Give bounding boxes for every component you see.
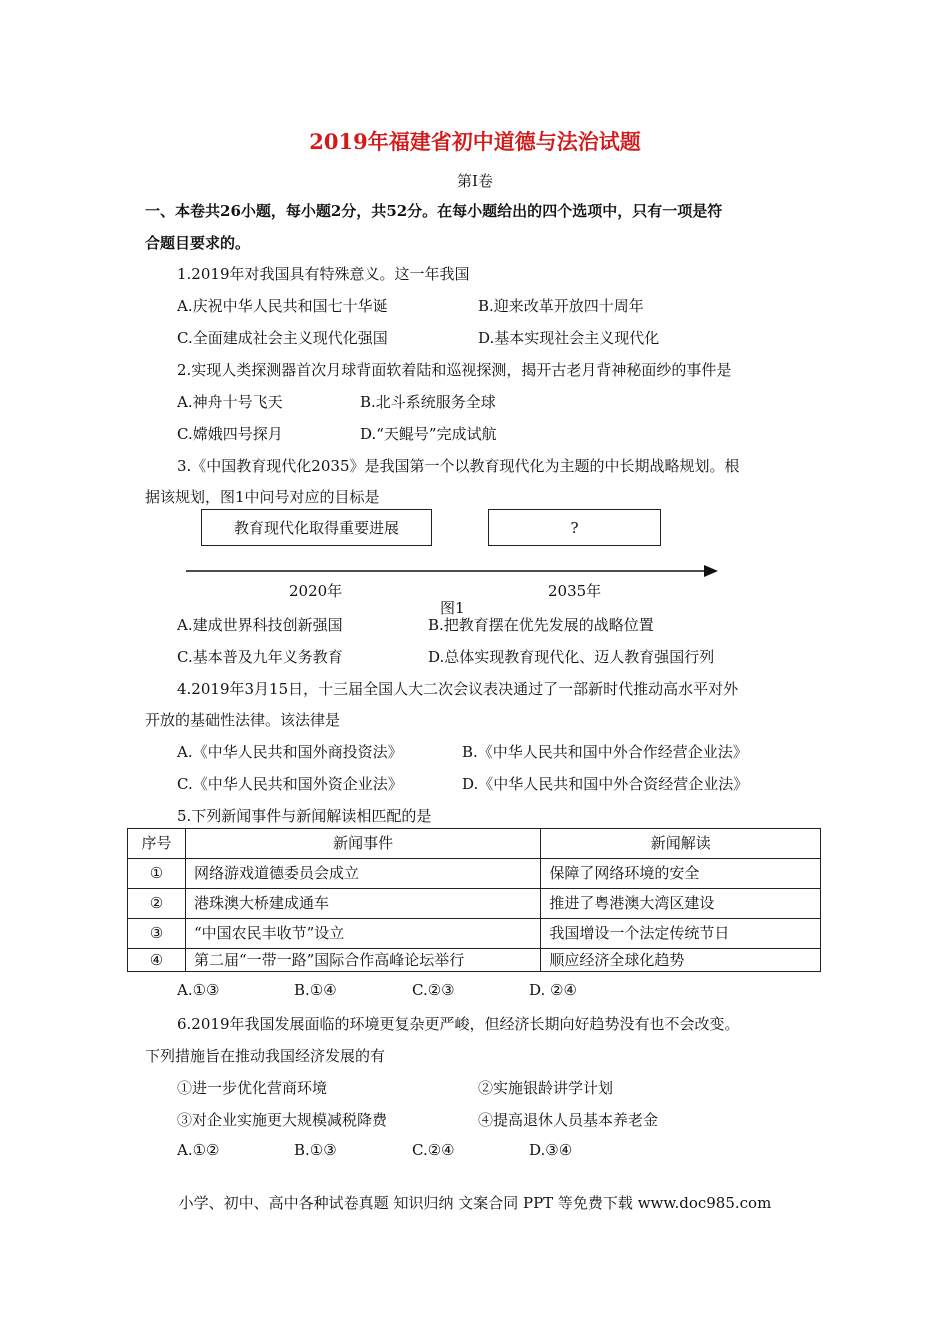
section-instruction-line2: 合题目要求的。 bbox=[145, 234, 251, 252]
q6-option-d: D.③④ bbox=[529, 1141, 573, 1159]
q3-option-a: A.建成世界科技创新强国 bbox=[177, 616, 343, 634]
section-instruction-line1: 一、本卷共26小题，每小题2分，共52分。在每小题给出的四个选项中，只有一项是符 bbox=[145, 202, 723, 220]
volume-label: 第Ⅰ卷 bbox=[457, 172, 493, 190]
q6-statement-2: ②实施银龄讲学计划 bbox=[478, 1079, 614, 1097]
q4-stem-line2: 开放的基础性法律。该法律是 bbox=[145, 711, 341, 729]
q6-option-c: C.②④ bbox=[412, 1141, 455, 1159]
q4-option-a: A.《中华人民共和国外商投资法》 bbox=[177, 743, 403, 761]
table-cell: 港珠澳大桥建成通车 bbox=[185, 889, 540, 919]
table-cell: 我国增设一个法定传统节日 bbox=[541, 919, 821, 949]
q3-option-c: C.基本普及九年义务教育 bbox=[177, 648, 343, 666]
table-cell: 推进了粤港澳大湾区建设 bbox=[541, 889, 821, 919]
table-row bbox=[128, 919, 821, 949]
q4-option-c: C.《中华人民共和国外资企业法》 bbox=[177, 775, 403, 793]
q5-stem: 5.下列新闻事件与新闻解读相匹配的是 bbox=[177, 807, 432, 825]
q5-option-b: B.①④ bbox=[294, 981, 337, 999]
q6-statement-4: ④提高退休人员基本养老金 bbox=[478, 1111, 659, 1129]
figure-year-2020: 2020年 bbox=[289, 582, 343, 600]
footer-download-note: 小学、初中、高中各种试卷真题 知识归纳 文案合同 PPT 等免费下载 www.doc985.com bbox=[178, 1194, 772, 1212]
news-table bbox=[127, 828, 821, 972]
q6-option-b: B.①③ bbox=[294, 1141, 337, 1159]
figure-box-2035-goal: ? bbox=[488, 509, 661, 546]
q6-option-a: A.①② bbox=[177, 1141, 220, 1159]
header-cell: 序号 bbox=[128, 829, 186, 859]
q2-option-c: C.嫦娥四号探月 bbox=[177, 425, 283, 443]
q3-option-d: D.总体实现教育现代化、迈人教育强国行列 bbox=[428, 648, 715, 666]
q6-stem-line2: 下列措施旨在推动我国经济发展的有 bbox=[145, 1047, 386, 1065]
q6-statement-3: ③对企业实施更大规模减税降费 bbox=[177, 1111, 388, 1129]
page-title: 2019年福建省初中道德与法治试题 bbox=[309, 129, 641, 154]
q3-stem-line1: 3.《中国教育现代化2035》是我国第一个以教育现代化为主题的中长期战略规划。根 bbox=[177, 457, 740, 475]
table-cell: ④ bbox=[128, 949, 186, 972]
header-cell: 新闻事件 bbox=[185, 829, 540, 859]
q6-statement-1: ①进一步优化营商环境 bbox=[177, 1079, 328, 1097]
q6-stem-line1: 6.2019年我国发展面临的环境更复杂更严峻，但经济长期向好趋势没有也不会改变。 bbox=[177, 1015, 740, 1033]
q3-option-b: B.把教育摆在优先发展的战略位置 bbox=[428, 616, 654, 634]
q1-option-a: A.庆祝中华人民共和国七十华诞 bbox=[177, 297, 388, 315]
q5-option-a: A.①③ bbox=[177, 981, 220, 999]
q1-option-b: B.迎来改革开放四十周年 bbox=[478, 297, 644, 315]
table-header-row bbox=[128, 829, 821, 859]
table-cell: ③ bbox=[128, 919, 186, 949]
q5-option-c: C.②③ bbox=[412, 981, 455, 999]
header-cell: 新闻解读 bbox=[541, 829, 821, 859]
q2-option-d: D.“天鲲号”完成试航 bbox=[360, 425, 497, 443]
table-cell: 网络游戏道德委员会成立 bbox=[185, 859, 540, 889]
q4-stem-line1: 4.2019年3月15日，十三届全国人大二次会议表决通过了一部新时代推动高水平对外 bbox=[177, 680, 739, 698]
table-cell: ② bbox=[128, 889, 186, 919]
q1-option-d: D.基本实现社会主义现代化 bbox=[478, 329, 660, 347]
table-cell: 第二届“一带一路”国际合作高峰论坛举行 bbox=[185, 949, 540, 972]
figure-caption: 图1 bbox=[440, 599, 465, 617]
q2-option-a: A.神舟十号飞天 bbox=[177, 393, 283, 411]
table-cell: 顺应经济全球化趋势 bbox=[541, 949, 821, 972]
figure-box-2020-goal: 教育现代化取得重要进展 bbox=[201, 509, 432, 546]
table-cell: ① bbox=[128, 859, 186, 889]
q1-option-c: C.全面建成社会主义现代化强国 bbox=[177, 329, 388, 347]
table-row bbox=[128, 889, 821, 919]
q4-option-d: D.《中华人民共和国中外合资经营企业法》 bbox=[462, 775, 749, 793]
q1-stem: 1.2019年对我国具有特殊意义。这一年我国 bbox=[177, 265, 470, 283]
q5-option-d: D. ②④ bbox=[529, 981, 577, 999]
q2-option-b: B.北斗系统服务全球 bbox=[360, 393, 496, 411]
q2-stem: 2.实现人类探测器首次月球背面软着陆和巡视探测，揭开古老月背神秘面纱的事件是 bbox=[177, 361, 732, 379]
figure-timeline-arrow bbox=[0, 0, 950, 620]
q3-stem-line2: 据该规划，图1中问号对应的目标是 bbox=[145, 488, 380, 506]
table-cell: 保障了网络环境的安全 bbox=[541, 859, 821, 889]
table-cell: “中国农民丰收节”设立 bbox=[185, 919, 540, 949]
table-row bbox=[128, 859, 821, 889]
q4-option-b: B.《中华人民共和国中外合作经营企业法》 bbox=[462, 743, 748, 761]
figure-year-2035: 2035年 bbox=[548, 582, 602, 600]
table-row bbox=[128, 949, 821, 972]
